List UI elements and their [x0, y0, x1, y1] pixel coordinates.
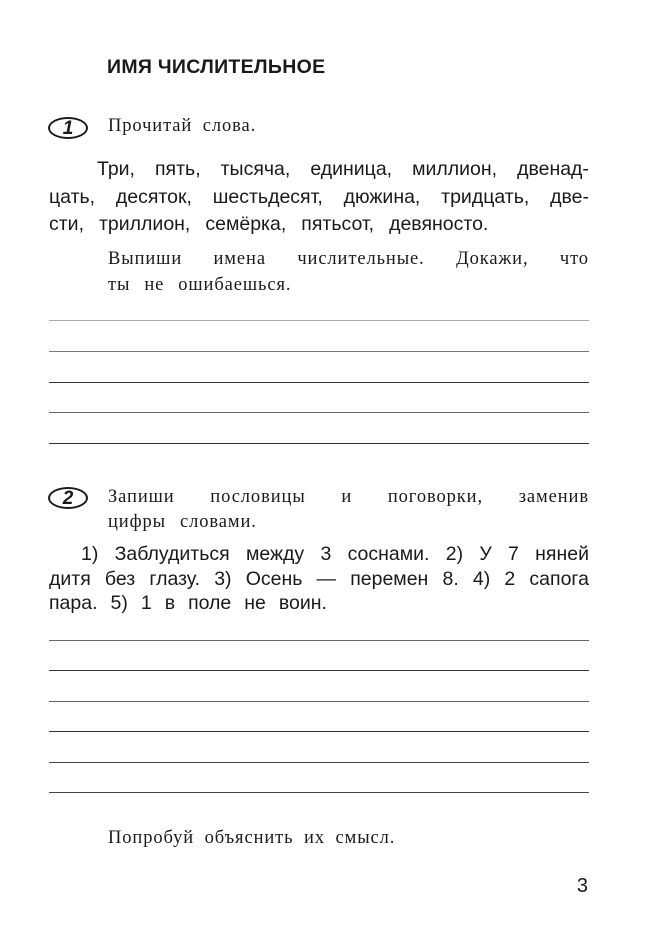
- word: не: [244, 592, 266, 614]
- exercise2-instruction: [108, 485, 589, 535]
- word: словами.: [179, 512, 257, 532]
- word: 5): [110, 592, 128, 614]
- instruction-line-2: [108, 510, 589, 535]
- word: пятьсот,: [301, 213, 375, 235]
- answer-line[interactable]: [49, 731, 589, 732]
- word: Выпиши: [108, 249, 183, 269]
- word: имена: [213, 249, 266, 269]
- word: 8.: [442, 567, 459, 590]
- word: 7: [508, 543, 519, 565]
- proverbs-line-2: [49, 567, 589, 592]
- word: шестьдесят,: [212, 185, 323, 208]
- word: 3): [214, 567, 232, 590]
- exercise1-instruction: Прочитай слова.: [108, 116, 257, 136]
- word: няней: [535, 543, 589, 565]
- exercise1-task: [108, 246, 589, 298]
- word: пословицы: [210, 487, 306, 507]
- word: 1): [81, 543, 99, 565]
- word: между: [245, 543, 305, 565]
- exercise2-proverbs: [49, 542, 589, 616]
- word: дитя: [49, 567, 91, 590]
- word: поле: [188, 592, 232, 614]
- word: Осень: [245, 567, 303, 590]
- answer-line[interactable]: [49, 412, 589, 413]
- exercise-number: 2: [62, 487, 74, 509]
- word: что: [559, 249, 589, 269]
- answer-line[interactable]: [49, 762, 589, 763]
- word: триллион,: [99, 213, 191, 235]
- answer-line[interactable]: [49, 443, 589, 444]
- word: заменив: [518, 487, 589, 507]
- word: Докажи,: [456, 249, 529, 269]
- word: дюжина,: [343, 185, 421, 208]
- word: соснами.: [347, 543, 430, 565]
- word-list-line-2: [49, 184, 589, 212]
- word: перемен: [350, 567, 429, 590]
- page-number: 3: [576, 875, 588, 897]
- task-line-2: [108, 272, 589, 298]
- task-line-1: [108, 246, 589, 272]
- word: сти,: [49, 213, 84, 235]
- word: У: [479, 543, 492, 565]
- exercise-number-badge: [48, 117, 88, 139]
- word: сапога: [529, 567, 589, 590]
- word: десяток,: [115, 185, 192, 208]
- word: без: [104, 567, 136, 590]
- word: цифры: [108, 512, 166, 532]
- answer-line[interactable]: [49, 792, 589, 793]
- word: Три,: [97, 158, 135, 180]
- word: в: [164, 592, 176, 614]
- proverbs-line-1: [49, 542, 589, 567]
- word: 3: [320, 543, 332, 565]
- word: Заблудиться: [114, 543, 230, 565]
- answer-line[interactable]: [49, 640, 589, 641]
- page-title: ИМЯ ЧИСЛИТЕЛЬНОЕ: [107, 56, 326, 78]
- word: 1: [140, 592, 152, 614]
- instruction-line-1: [108, 485, 589, 510]
- word: две-: [550, 185, 589, 208]
- word: —: [316, 567, 337, 590]
- word: пара.: [49, 592, 98, 614]
- word: миллион,: [412, 158, 498, 180]
- exercise1-word-list: [49, 156, 589, 239]
- exercise2-followup: Попробуй объяснить их смысл.: [108, 828, 396, 848]
- word: пять,: [154, 158, 201, 180]
- word: не: [144, 275, 165, 295]
- word: 4): [472, 567, 491, 590]
- proverbs-line-3: [49, 591, 589, 616]
- word: тридцать,: [441, 185, 530, 208]
- word-list-line-3: [49, 211, 589, 239]
- exercise-number-badge: [48, 487, 88, 509]
- word: единица,: [310, 158, 393, 180]
- word: тысяча,: [220, 158, 291, 180]
- exercise-number: 1: [62, 117, 74, 139]
- answer-line[interactable]: [49, 382, 589, 383]
- word: и: [341, 487, 353, 507]
- word: девяносто.: [389, 213, 489, 235]
- word: ошибаешься.: [178, 275, 292, 295]
- word: числительные.: [297, 249, 425, 269]
- word: поговорки,: [387, 487, 483, 507]
- answer-line[interactable]: [49, 320, 589, 321]
- word: ты: [108, 275, 131, 295]
- word: глазу.: [149, 567, 201, 590]
- word-list-line-1: [49, 156, 589, 184]
- word: двенад-: [517, 158, 589, 180]
- word: 2: [504, 567, 516, 590]
- answer-line[interactable]: [49, 670, 589, 671]
- word: семёрка,: [205, 213, 287, 235]
- answer-line[interactable]: [49, 701, 589, 702]
- word: воин.: [278, 592, 327, 614]
- word: цать,: [49, 185, 96, 208]
- word: 2): [445, 543, 464, 565]
- answer-line[interactable]: [49, 351, 589, 352]
- word: Запиши: [108, 487, 175, 507]
